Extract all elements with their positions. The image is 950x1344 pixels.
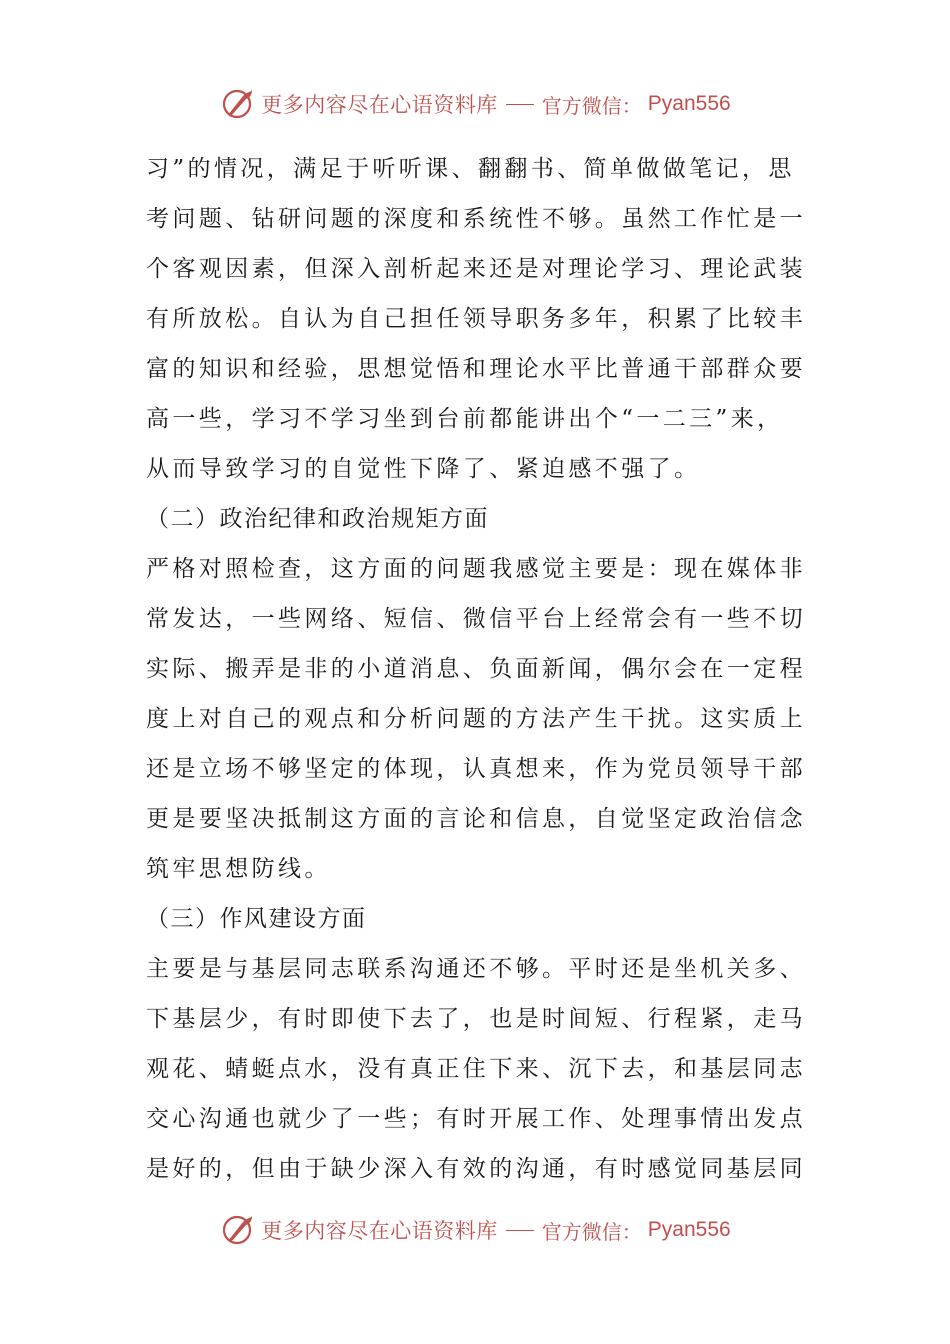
text-line: 个客观因素，但深入剖析起来还是对理论学习、理论武装: [146, 256, 806, 282]
section-heading: （二）政治纪律和政治规矩方面: [146, 506, 489, 532]
watermark-brand-text: 更多内容尽在心语资料库: [261, 1219, 498, 1243]
text-line: 下基层少，有时即使下去了，也是时间短、行程紧，走马: [146, 1006, 806, 1032]
text-line: 观花、蜻蜓点水，没有真正住下来、沉下去，和基层同志: [146, 1056, 806, 1082]
text-line: 筑牢思想防线。: [146, 856, 331, 882]
text-line: 高一些，学习不学习坐到台前都能讲出个“一二三”来，: [146, 406, 784, 432]
text-line: 有所放松。自认为自己担任领导职务多年，积累了比较丰: [146, 306, 806, 332]
quill-logo-icon: [219, 1212, 255, 1248]
text-line: 严格对照检查，这方面的问题我感觉主要是：现在媒体非: [146, 556, 806, 582]
footer-watermark-banner: [0, 1208, 950, 1252]
watermark-brand-text: 更多内容尽在心语资料库: [261, 93, 498, 117]
text-line: 还是立场不够坚定的体现，认真想来，作为党员领导干部: [146, 756, 806, 782]
text-line: 从而导致学习的自觉性下降了、紧迫感不强了。: [146, 456, 701, 482]
text-line: 富的知识和经验，思想觉悟和理论水平比普通干部群众要: [146, 356, 806, 382]
section-heading: （三）作风建设方面: [146, 906, 367, 932]
watermark-wechat-id: Pyan556: [647, 1218, 731, 1241]
text-line: 习”的情况，满足于听听课、翻翻书、简单做做笔记，思: [146, 156, 795, 182]
watermark-wechat-id: Pyan556: [647, 92, 731, 115]
text-line: 实际、搬弄是非的小道消息、负面新闻，偶尔会在一定程: [146, 656, 806, 682]
watermark-official-label: 官方微信：: [541, 93, 642, 118]
header-watermark-banner: [0, 82, 950, 126]
text-line: 是好的，但由于缺少深入有效的沟通，有时感觉同基层同: [146, 1156, 806, 1182]
text-line: 交心沟通也就少了一些；有时开展工作、处理事情出发点: [146, 1106, 806, 1132]
text-line: 考问题、钻研问题的深度和系统性不够。虽然工作忙是一: [146, 206, 806, 232]
quill-logo-icon: [219, 86, 255, 122]
document-body: [146, 144, 806, 1194]
watermark-dash: [506, 104, 534, 105]
text-line: 主要是与基层同志联系沟通还不够。平时还是坐机关多、: [146, 956, 806, 982]
watermark-dash: [506, 1230, 534, 1231]
watermark-official-label: 官方微信：: [541, 1219, 642, 1244]
text-line: 常发达，一些网络、短信、微信平台上经常会有一些不切: [146, 606, 806, 632]
text-line: 度上对自己的观点和分析问题的方法产生干扰。这实质上: [146, 706, 806, 732]
text-line: 更是要坚决抵制这方面的言论和信息，自觉坚定政治信念: [146, 806, 806, 832]
